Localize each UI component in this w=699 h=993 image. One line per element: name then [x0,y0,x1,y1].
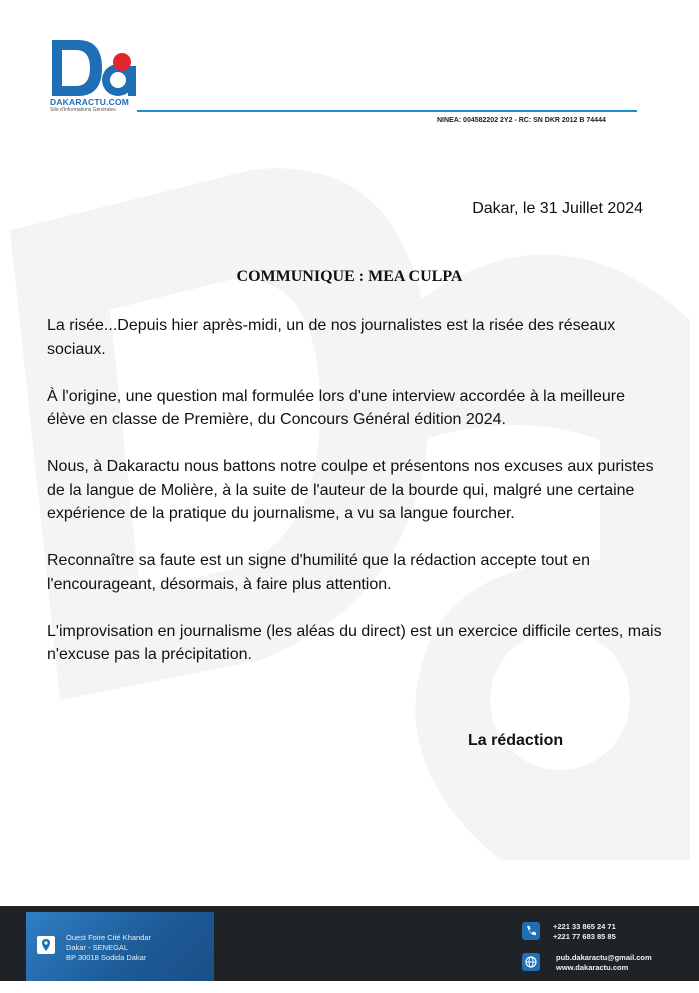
email-address[interactable]: pub.dakaractu@gmail.com [556,953,652,962]
footer-address [66,933,151,963]
signature: La rédaction [468,732,564,749]
logo-wordmark: DAKARACTU.COM [50,97,130,107]
letter-title: COMMUNIQUE : MEA CULPA [236,268,463,285]
globe-icon [522,953,540,971]
address-line-1: Ouest Foire Cité Khandar [66,933,152,942]
registration-number: NINEA: 004582202 2Y2 - RC: SN DKR 2012 B 74444 [437,117,606,124]
phone-1: +221 33 865 24 71 [553,922,616,931]
footer-phones [553,922,616,942]
phone-icon [522,922,540,940]
website-link[interactable]: www.dakaractu.com [556,963,629,972]
location-pin-icon [37,936,55,954]
paragraph-2: À l'origine, une question mal formulée lors d'une interview accordée à la meilleure élève en classe de Première, du Concours Général édition 2024. [47,387,625,428]
phone-2: +221 77 683 85 85 [553,932,616,941]
letter-date: Dakar, le 31 Juillet 2024 [472,200,643,217]
footer-web [556,953,652,973]
address-line-2: Dakar - SENEGAL [66,943,129,952]
header-divider [137,110,637,112]
letter-body [47,314,662,690]
paragraph-5: L'improvisation en journalisme (les aléas du direct) est un exercice difficile certes, mais n'excuse pas la précipitation. [47,622,662,663]
paragraph-4: Reconnaître sa faute est un signe d'humilité que la rédaction accepte tout en l'encourageant, désormais, à faire plus attention. [47,552,590,593]
footer-bottom-strip [0,981,699,993]
paragraph-3: Nous, à Dakaractu nous battons notre coulpe et présentons nos excuses aux puristes de la langue de Molière, à la suite de l'auteur de la bourde qui, malgré une certaine expérience de la pratique du journalisme, a vu sa langue fourcher. [47,458,654,522]
logo-tagline: Site d'Informations Générales [50,107,116,113]
address-line-3: BP 30018 Sodida Dakar [66,953,147,962]
paragraph-1: La risée...Depuis hier après-midi, un de nos journalistes est la risée des réseaux sociaux. [47,317,616,358]
